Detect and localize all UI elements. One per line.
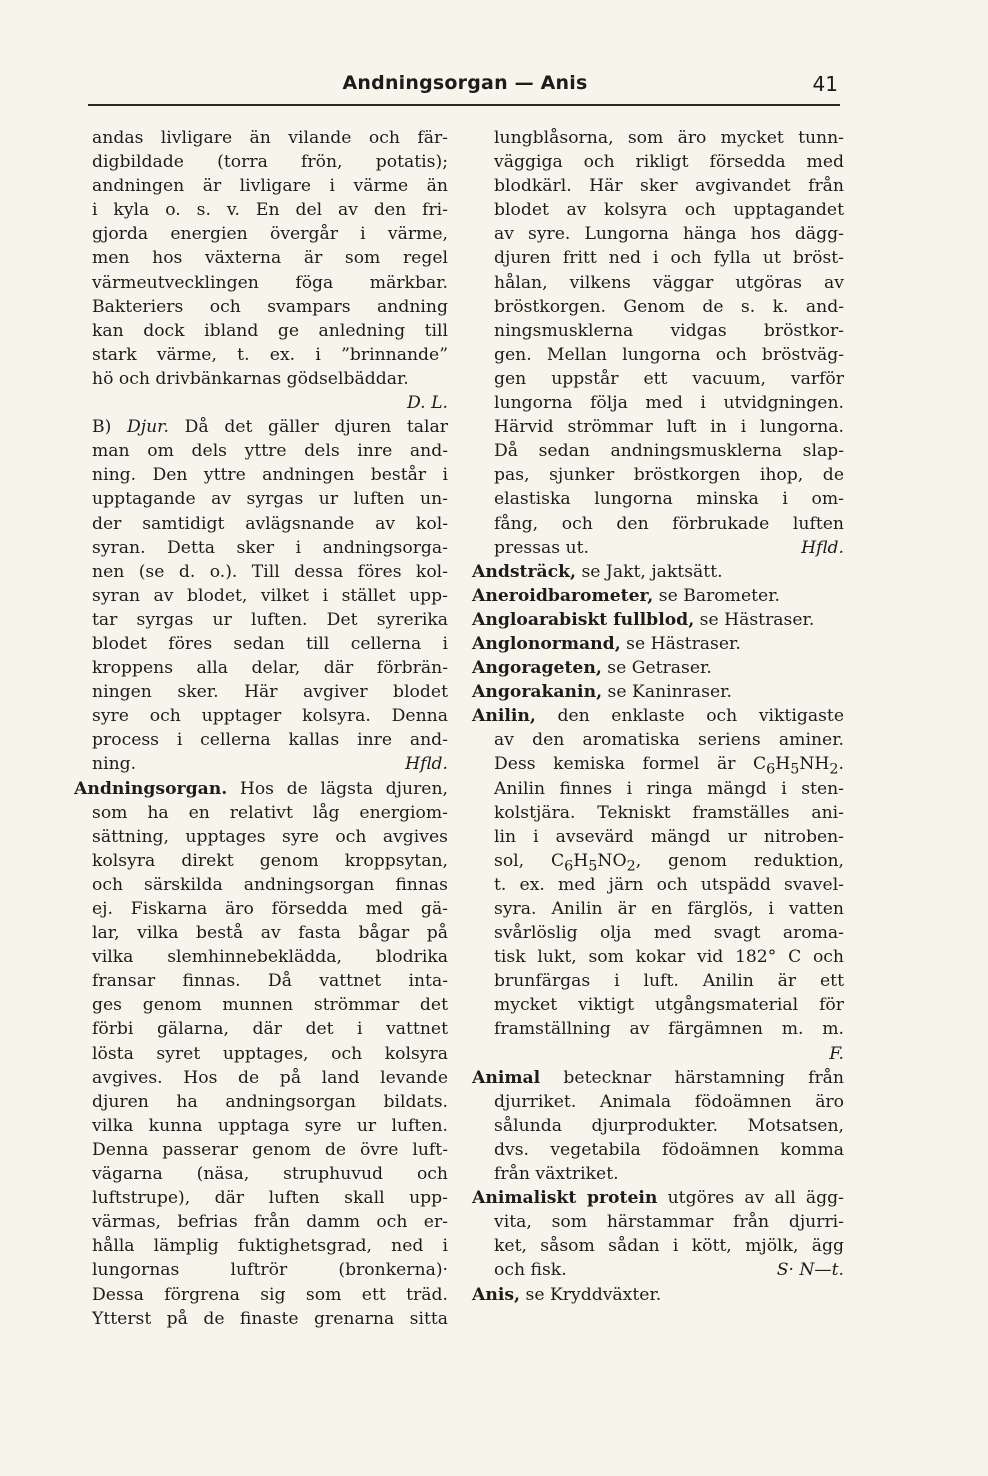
cross-reference: se Barometer. [653,585,780,606]
text-line: Denna passerar genom de övre luft- [92,1139,448,1160]
text-line: syran av blodet, vilket i stället upp- [92,585,448,606]
subscript: 5 [588,858,598,875]
text-fragment: sol, C [494,850,565,871]
section-marker: B) [92,417,127,438]
subscript: 6 [766,761,776,778]
text-line: blodet föres sedan till cellerna i [92,633,448,654]
text-line: vilka slemhinnebeklädda, blodrika [92,947,448,968]
text-line: lar, vilka bestå av fasta bågar på [92,923,448,944]
running-title: Andningsorgan — Anis [342,72,588,94]
entry-headword: Andningsorgan. [74,778,228,799]
text-line: luftstrupe), där luften skall upp- [92,1188,448,1209]
text-line: sålunda djurprodukter. Motsatsen, [494,1115,844,1136]
text-line: av syre. Lungorna hänga hos dägg- [494,224,844,245]
text-line: som ha en relativt låg energiom- [92,802,448,823]
text-line: hö och drivbänkarnas gödselbäddar. [92,368,409,389]
text-line: kroppens alla delar, där förbrän- [92,658,448,679]
author-signature: D. L. [407,393,448,414]
text-line [472,536,844,560]
text-line: stark värme, t. ex. i ”brinnande” [92,344,448,365]
entry-headword: Andsträck, [472,561,577,582]
entry-headword: Animal [472,1067,541,1088]
entry-headword: Aneroidbarometer, [472,585,654,606]
entry-andstrack [472,560,844,584]
entry-aneroidbarometer [472,584,844,608]
text-fragment: NH [799,754,830,775]
text-line: djuren fritt ned i och fylla ut bröst- [494,248,844,269]
entry-headword: Anilin, [472,706,536,727]
text-fragment: Då det gäller djuren talar [168,417,448,438]
text-line: hålla lämplig fuktighetsgrad, ned i [92,1236,448,1257]
text-line: tisk lukt, som kokar vid 182° C och [494,947,844,968]
text-line: man om dels yttre dels inre and- [92,441,448,462]
text-line: tar syrgas ur luften. Det syrerika [92,609,448,630]
text-line: Härvid strömmar luft in i lungorna. [494,417,844,438]
text-line: andningen är livligare i värme än [92,176,448,197]
entry-anilin [472,704,844,728]
subscript: 5 [790,761,800,778]
page-number: 41 [812,72,838,96]
subscript: 6 [564,858,574,875]
entry-headword: Anglonormand, [472,633,621,654]
text-line: upptagande av syrgas ur luften un- [92,489,448,510]
text-line: ningsmusklerna vidgas bröstkor- [494,320,844,341]
text-line: ket, såsom sådan i kött, mjölk, ägg [494,1236,844,1257]
text-line: av den aromatiska seriens aminer. [494,730,844,751]
text-line: kolsyra direkt genom kroppsytan, [92,850,448,871]
text-line: och särskilda andningsorgan finnas [92,874,448,895]
cross-reference: se Jakt, jaktsätt. [576,561,723,582]
author-signature: F. [829,1043,844,1064]
text-line: ning. Den yttre andningen består i [92,465,448,486]
text-line: blodet av kolsyra och upptagandet [494,200,844,221]
right-column [472,126,844,1307]
text-line: t. ex. med järn och utspädd svavel- [494,874,844,895]
text-line: lungornas luftrör (bronkerna)· [92,1260,448,1281]
text-line [472,1258,844,1282]
text-line: Ytterst på de finaste grenarna sitta [92,1308,448,1329]
cross-reference: se Kaninraser. [602,682,732,703]
author-signature: Hfld. [801,537,844,558]
text-fragment: NO [597,850,627,871]
text-line: förbi gälarna, där det i vattnet [92,1019,448,1040]
text-fragment: H [573,850,589,871]
text-fragment: Dess kemiska formel är C [494,754,767,775]
text-line: lin i avsevärd mängd ur nitroben- [494,826,844,847]
text-line: svårlöslig olja med svagt aroma- [494,923,844,944]
entry-headword: Angloarabiskt fullblod, [472,609,695,630]
text-line: i kyla o. s. v. En del av den fri- [92,200,448,221]
text-line: nen (se d. o.). Till dessa föres kol- [92,561,448,582]
author-signature: S· N—t. [776,1260,844,1281]
signature-line [472,1042,844,1066]
text-line: syran. Detta sker i andningsorga- [92,537,448,558]
section-title: Djur. [127,417,169,438]
cross-reference: se Hästraser. [694,609,815,630]
entry-angloarabiskt-fullblod [472,608,844,632]
text-line: bröstkorgen. Genom de s. k. and- [494,296,844,317]
chemical-formula-line [472,849,844,873]
text-line: andas livligare än vilande och fär- [92,128,448,148]
text-line: process i cellerna kallas inre and- [92,730,448,751]
text-fragment: . [838,754,844,775]
text-line: gjorda energien övergår i värme, [92,224,448,245]
text-line: brunfärgas i luft. Anilin är ett [494,971,844,992]
text-line: kolstjära. Tekniskt framställes ani- [494,802,844,823]
text-fragment: , genom reduktion, [635,850,844,871]
text-line: men hos växterna är som regel [92,248,448,269]
text-line: lösta syret upptages, och kolsyra [92,1043,448,1064]
text-fragment: betecknar härstamning från [540,1067,844,1088]
left-column [74,126,448,1331]
text-line: digbildade (torra frön, potatis); [92,152,448,173]
text-line [92,752,448,776]
text-line: der samtidigt avlägsnande av kol- [92,513,448,534]
text-line: Anilin finnes i ringa mängd i sten- [494,778,844,799]
text-line: djuren ha andningsorgan bildats. [92,1091,448,1112]
text-line: gen uppstår ett vacuum, varför [494,368,844,389]
text-line: fång, och den förbrukade luften [494,513,844,534]
chemical-formula-line [472,752,844,776]
text-line: lungblåsorna, som äro mycket tunn- [494,128,844,148]
text-fragment: pressas ut. [494,537,590,558]
text-line: dvs. vegetabila födoämnen komma [494,1139,844,1160]
text-line: kan dock ibland ge anledning till [92,320,448,341]
text-fragment: den enklaste och viktigaste [535,706,844,727]
subscript: 2 [829,761,839,778]
text-line: sättning, upptages syre och avgives [92,826,448,847]
text-fragment: H [775,754,791,775]
text-line: hålan, vilkens väggar utgöras av [494,272,844,293]
text-fragment: och fisk. [494,1260,567,1281]
text-line: framställning av färgämnen m. m. [494,1019,844,1040]
text-line: ges genom munnen strömmar det [92,995,448,1016]
text-line: syre och upptager kolsyra. Denna [92,706,448,727]
entry-headword: Angorakanin, [472,682,603,703]
author-signature: Hfld. [405,754,448,775]
text-line: syra. Anilin är en färglös, i vatten [494,899,844,919]
text-line: mycket viktigt utgångsmaterial för [494,995,844,1016]
cross-reference: se Kryddväxter. [520,1284,662,1305]
entry-angorakanin [472,680,844,704]
text-line: värmeutvecklingen föga märkbar. [92,272,448,293]
text-line: väggiga och rikligt försedda med [494,152,844,173]
entry-andningsorgan [74,777,448,801]
entry-angorageten [472,656,844,680]
header-rule [88,104,840,106]
text-fragment: ning. [92,754,137,775]
signature-line [92,391,448,415]
entry-anis [472,1283,844,1307]
entry-animaliskt-protein [472,1186,844,1210]
text-line [92,415,448,439]
text-line: ej. Fiskarna äro försedda med gä- [92,899,448,919]
text-line: pas, sjunker bröstkorgen ihop, de [494,465,844,486]
entry-headword: Animaliskt protein [472,1188,658,1209]
text-line: Dessa förgrena sig som ett träd. [92,1284,448,1305]
text-line: Bakteriers och svampars andning [92,296,448,317]
text-line: från växtriket. [494,1164,619,1185]
text-fragment: utgöres av all ägg- [657,1188,844,1209]
text-fragment: Hos de lägsta djuren, [227,778,448,799]
entry-animal [472,1066,844,1090]
text-line: djurriket. Animala födoämnen äro [494,1091,844,1112]
cross-reference: se Hästraser. [620,633,741,654]
page-header [90,72,840,102]
text-line: avgives. Hos de på land levande [92,1067,448,1088]
text-line: vilka kunna upptaga syre ur luften. [92,1115,448,1136]
text-line: Då sedan andningsmusklerna slap- [494,441,844,462]
text-line: fransar finnas. Då vattnet inta- [92,971,448,992]
subscript: 2 [626,858,636,875]
entry-headword: Anis, [472,1284,521,1305]
text-line: lungorna följa med i utvidgningen. [494,393,844,414]
text-line: vägarna (näsa, struphuvud och [92,1164,448,1185]
text-line: värmas, befrias från damm och er- [92,1212,448,1233]
cross-reference: se Getraser. [601,658,712,679]
text-line: elastiska lungorna minska i om- [494,489,844,510]
text-line: blodkärl. Här sker avgivandet från [494,176,844,197]
entry-anglonormand [472,632,844,656]
text-line: ningen sker. Här avgiver blodet [92,682,448,703]
text-line: gen. Mellan lungorna och bröstväg- [494,344,844,365]
text-line: vita, som härstammar från djurri- [494,1212,844,1233]
entry-headword: Angorageten, [472,658,602,679]
